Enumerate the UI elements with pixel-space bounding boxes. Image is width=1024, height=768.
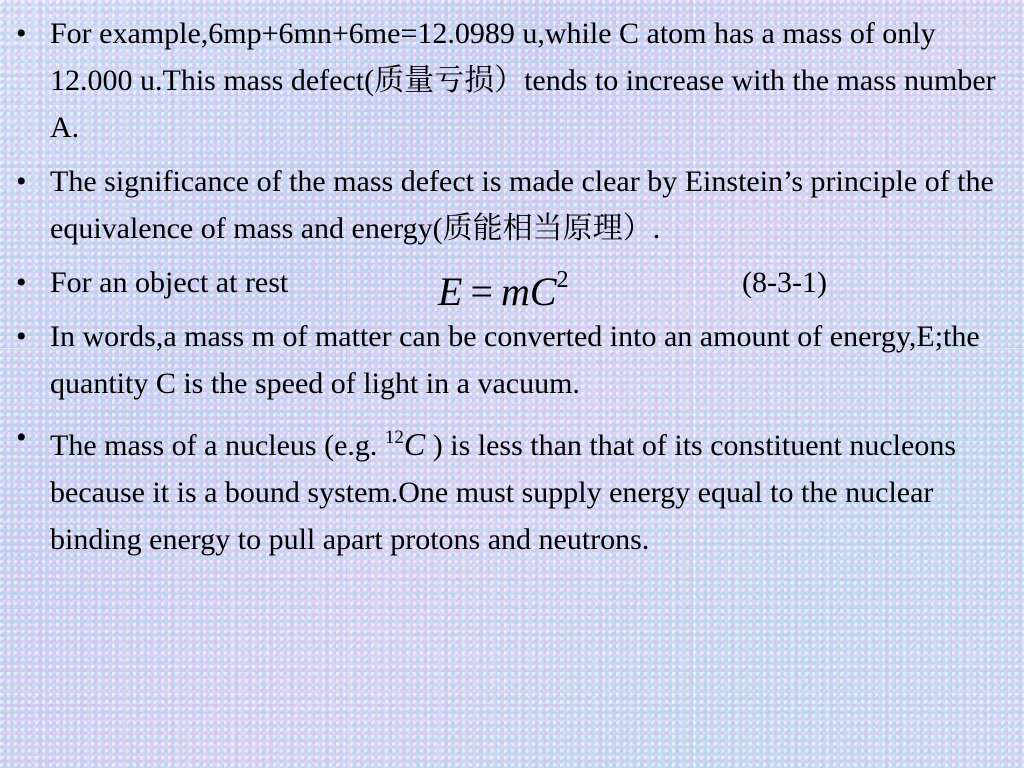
bullet-mass-defect-example — [14, 10, 1016, 151]
bullet-icon: • — [16, 165, 27, 198]
equation-row — [50, 259, 1016, 314]
equation-energy-symbol: E — [438, 269, 463, 314]
bullet-text-before: The mass of a nucleus (e.g. — [50, 429, 385, 462]
bullet-conversion-explanation — [14, 313, 1016, 407]
bullet-icon: • — [16, 266, 27, 299]
bullet-equation — [14, 259, 1016, 314]
bullet-icon: • — [16, 17, 27, 50]
equation-equals-sign: = — [470, 269, 493, 314]
bullet-text-after: ) is less than that of its constituent nucleons because it is a bound system.One must supply energy equal to the nuclear binding energy to pull apart protons and neutrons. — [50, 429, 957, 556]
bullet-binding-energy — [14, 414, 1016, 563]
bullet-icon: • — [16, 421, 27, 454]
equation-light-speed-symbol: C — [529, 269, 557, 314]
bullet-mass-defect-significance — [14, 158, 1016, 252]
mass-energy-equation — [438, 255, 569, 317]
bullet-text: For an object at rest — [50, 266, 289, 299]
equation-exponent: 2 — [556, 267, 569, 293]
bullet-text: The significance of the mass defect is made clear by Einstein’s principle of the equivalence of mass and energy(质能相当原理）. — [50, 165, 994, 245]
bullet-text: For example,6mp+6mn+6me=12.0989 u,while C atom has a mass of only 12.000 u.This mass defect(质量亏损）tends to increase with the mass number A. — [50, 17, 996, 144]
equation-number: (8-3-1) — [742, 266, 827, 299]
isotope-mass-number: 12 — [384, 427, 404, 448]
isotope-symbol: C — [403, 426, 426, 462]
bullet-icon: • — [16, 320, 27, 353]
equation-mass-symbol: m — [501, 269, 530, 314]
bullet-text: In words,a mass m of matter can be converted into an amount of energy,E;the quantity C is the speed of light in a vacuum. — [50, 320, 980, 400]
bullet-list — [14, 10, 1016, 570]
